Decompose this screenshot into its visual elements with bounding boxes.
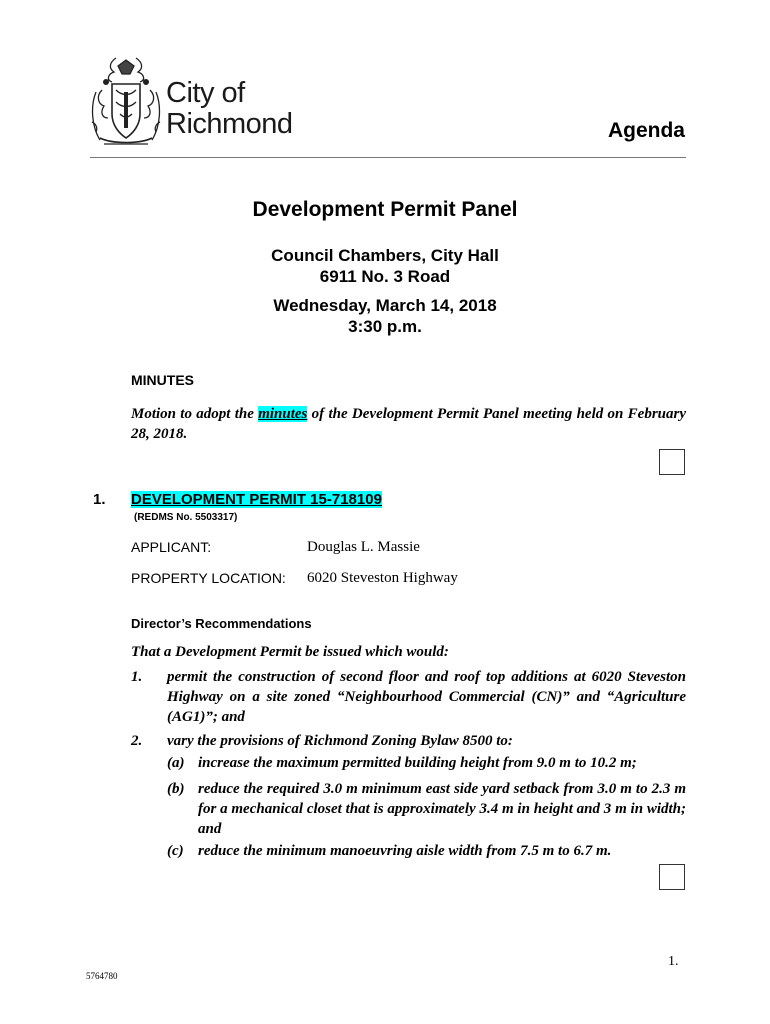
motion-text-after: of the Development Permit Panel meeting held on February 28, 2018. <box>131 406 686 442</box>
subpoint-label: (b) <box>167 781 185 797</box>
recommendation-text: permit the construction of second floor and roof top additions at 6020 Steveston Highway on a site zoned “Neighbourhood Commercial (CN)” and “Agriculture (AG1)”; and <box>167 669 686 725</box>
subpoint-text: increase the maximum permitted building height from 9.0 m to 10.2 m; <box>198 755 637 771</box>
city-name-line1: City of <box>166 77 245 109</box>
meeting-title: Development Permit Panel <box>252 198 518 221</box>
location-label: PROPERTY LOCATION: <box>131 570 286 586</box>
minutes-link[interactable]: minutes <box>258 406 308 422</box>
recommendation-number: 1. <box>131 669 143 685</box>
subpoint-label: (c) <box>167 843 184 859</box>
document-id: 5764780 <box>86 971 118 981</box>
page-number: 1. <box>668 954 679 969</box>
meeting-venue: Council Chambers, City Hall <box>271 246 499 265</box>
minutes-motion <box>131 404 686 444</box>
minutes-heading: MINUTES <box>131 372 194 388</box>
redms-number: (REDMS No. 5503317) <box>134 512 238 523</box>
header-divider <box>90 157 686 158</box>
subpoint-text: reduce the minimum manoeuvring aisle width from 7.5 m to 6.7 m. <box>198 843 612 859</box>
item-title-link[interactable]: DEVELOPMENT PERMIT 15-718109 <box>131 491 382 508</box>
document-type: Agenda <box>607 119 685 142</box>
recommendation-number: 2. <box>131 733 143 749</box>
item-number: 1. <box>93 491 106 508</box>
meeting-time: 3:30 p.m. <box>348 317 422 336</box>
meeting-address: 6911 No. 3 Road <box>319 267 451 286</box>
applicant-value: Douglas L. Massie <box>307 539 420 555</box>
motion-text-before: Motion to adopt the <box>131 406 259 422</box>
subpoint-label: (a) <box>167 755 185 771</box>
city-crest-icon <box>86 52 166 152</box>
recommendations-intro: That a Development Permit be issued which would: <box>131 644 449 660</box>
recommendation-text: vary the provisions of Richmond Zoning Bylaw 8500 to: <box>167 733 513 749</box>
meeting-date: Wednesday, March 14, 2018 <box>273 296 497 315</box>
minutes-checkbox[interactable] <box>659 449 685 475</box>
recommendations-heading: Director’s Recommendations <box>131 616 312 631</box>
subpoint-text: reduce the required 3.0 m minimum east side yard setback from 3.0 m to 2.3 m for a mechanical closet that is approximately 3.4 m in height and 3 m in width; and <box>198 781 686 837</box>
item-checkbox[interactable] <box>659 864 685 890</box>
city-name <box>166 78 293 140</box>
location-value: 6020 Steveston Highway <box>307 570 458 586</box>
city-name-line2: Richmond <box>166 108 293 140</box>
applicant-label: APPLICANT: <box>131 539 212 555</box>
